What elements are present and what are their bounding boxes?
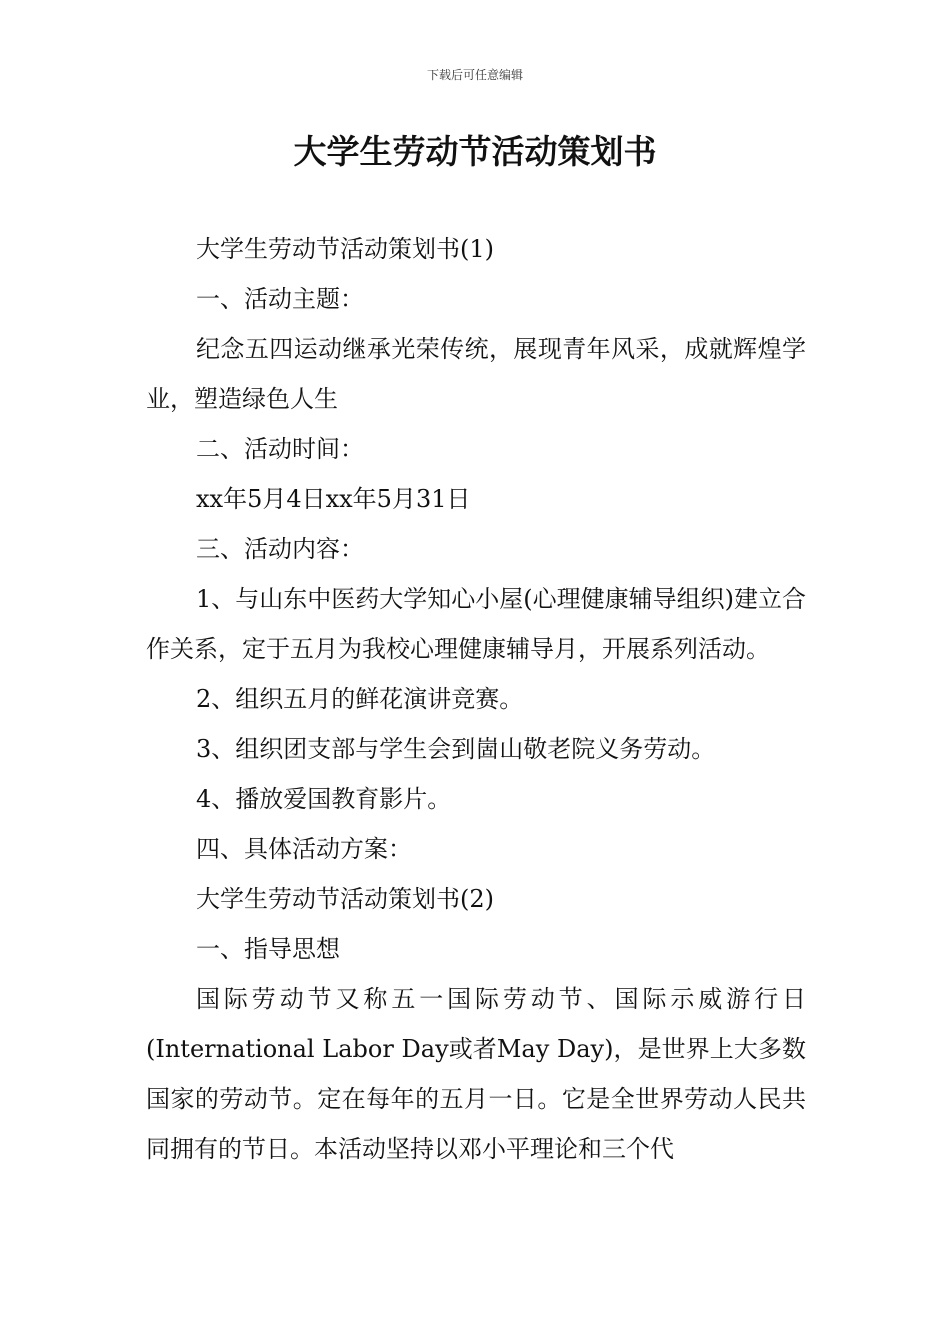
paragraph-section-theme: 一、活动主题： (196, 285, 364, 313)
paragraph-plan-2-heading: 大学生劳动节活动策划书(2) (196, 885, 494, 913)
paragraph-theme-text: 纪念五四运动继承光荣传统，展现青年风采，成就辉煌学业，塑造绿色人生 (146, 335, 806, 413)
paragraph-content-item-4: 4、播放爱国教育影片。 (196, 785, 452, 813)
paragraph-plan-1-heading: 大学生劳动节活动策划书(1) (196, 235, 494, 263)
paragraph-content-item-1: 1、与山东中医药大学知心小屋(心理健康辅导组织)建立合作关系，定于五月为我校心理健康辅导月，开展系列活动。 (146, 585, 806, 663)
document-title: 大学生劳动节活动策划书 (293, 132, 657, 171)
paragraph-time-text: xx年5月4日xx年5月31日 (196, 485, 471, 513)
paragraph-section-plan: 四、具体活动方案： (196, 835, 412, 863)
paragraph-guiding-idea-text: 国际劳动节又称五一国际劳动节、国际示威游行日(International Labor Day或者May Day)，是世界上大多数国家的劳动节。定在每年的五月一日。它是全世界劳动人民共同拥有的节日。本活动坚持以邓小平理论和三个代 (146, 985, 806, 1163)
header-note: 下载后可任意编辑 (426, 68, 523, 82)
paragraph-content-item-3: 3、组织团支部与学生会到崮山敬老院义务劳动。 (196, 735, 716, 763)
paragraph-section-time: 二、活动时间： (196, 435, 364, 463)
paragraph-section-content: 三、活动内容： (196, 535, 364, 563)
document-body (146, 224, 806, 1174)
paragraph-content-item-2: 2、组织五月的鲜花演讲竞赛。 (196, 685, 524, 713)
paragraph-section-guiding-idea: 一、指导思想 (196, 935, 340, 963)
